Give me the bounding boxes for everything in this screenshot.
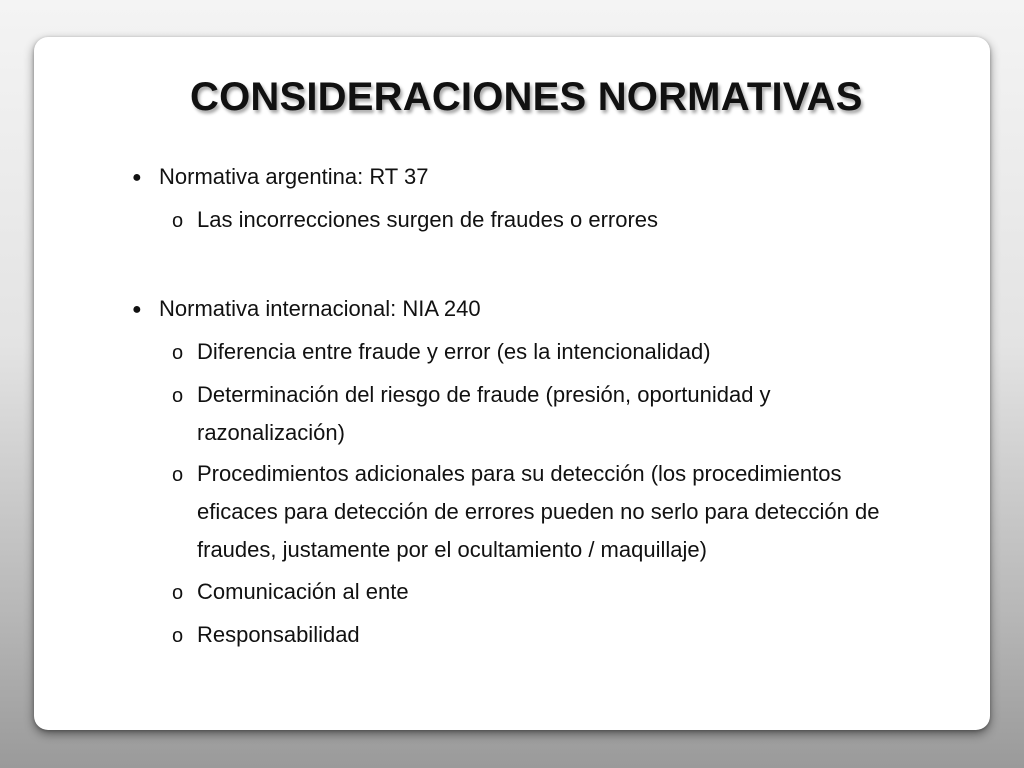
subitem-procedimientos — [172, 455, 879, 569]
subitem-incorrecciones — [172, 201, 658, 240]
circle-bullet-icon: o — [172, 464, 184, 486]
subitem-text-line: Determinación del riesgo de fraude (presión, oportunidad y — [197, 382, 771, 407]
circle-bullet-icon: o — [172, 210, 184, 232]
subitem-text-line: razonalización) — [197, 420, 345, 445]
subitem-comunicacion — [172, 573, 409, 612]
bullet-text: Normativa internacional: NIA 240 — [159, 296, 481, 321]
subitem-text — [197, 455, 879, 569]
circle-bullet-icon: o — [172, 342, 184, 364]
bullet-dot-icon: ● — [132, 169, 142, 186]
subitem-text-line: Procedimientos adicionales para su detección (los procedimientos — [197, 461, 842, 486]
bullet-item-nia240 — [132, 290, 481, 329]
subitem-text-line: fraudes, justamente por el ocultamiento / maquillaje) — [197, 537, 707, 562]
slide-title: CONSIDERACIONES NORMATIVAS — [190, 75, 863, 119]
subitem-text: Diferencia entre fraude y error (es la intencionalidad) — [197, 339, 711, 364]
subitem-text — [197, 376, 771, 452]
subitem-text: Responsabilidad — [197, 622, 360, 647]
subitem-diferencia — [172, 333, 711, 372]
circle-bullet-icon: o — [172, 582, 184, 604]
bullet-text: Normativa argentina: RT 37 — [159, 164, 429, 189]
bullet-item-rt37 — [132, 158, 428, 197]
subitem-text-line: eficaces para detección de errores pueden no serlo para detección de — [197, 499, 880, 524]
bullet-dot-icon: ● — [132, 301, 142, 318]
circle-bullet-icon: o — [172, 385, 184, 407]
subitem-responsabilidad — [172, 616, 360, 655]
subitem-text: Las incorrecciones surgen de fraudes o errores — [197, 207, 659, 232]
subitem-determinacion — [172, 376, 771, 452]
subitem-text: Comunicación al ente — [197, 579, 409, 604]
circle-bullet-icon: o — [172, 625, 184, 647]
